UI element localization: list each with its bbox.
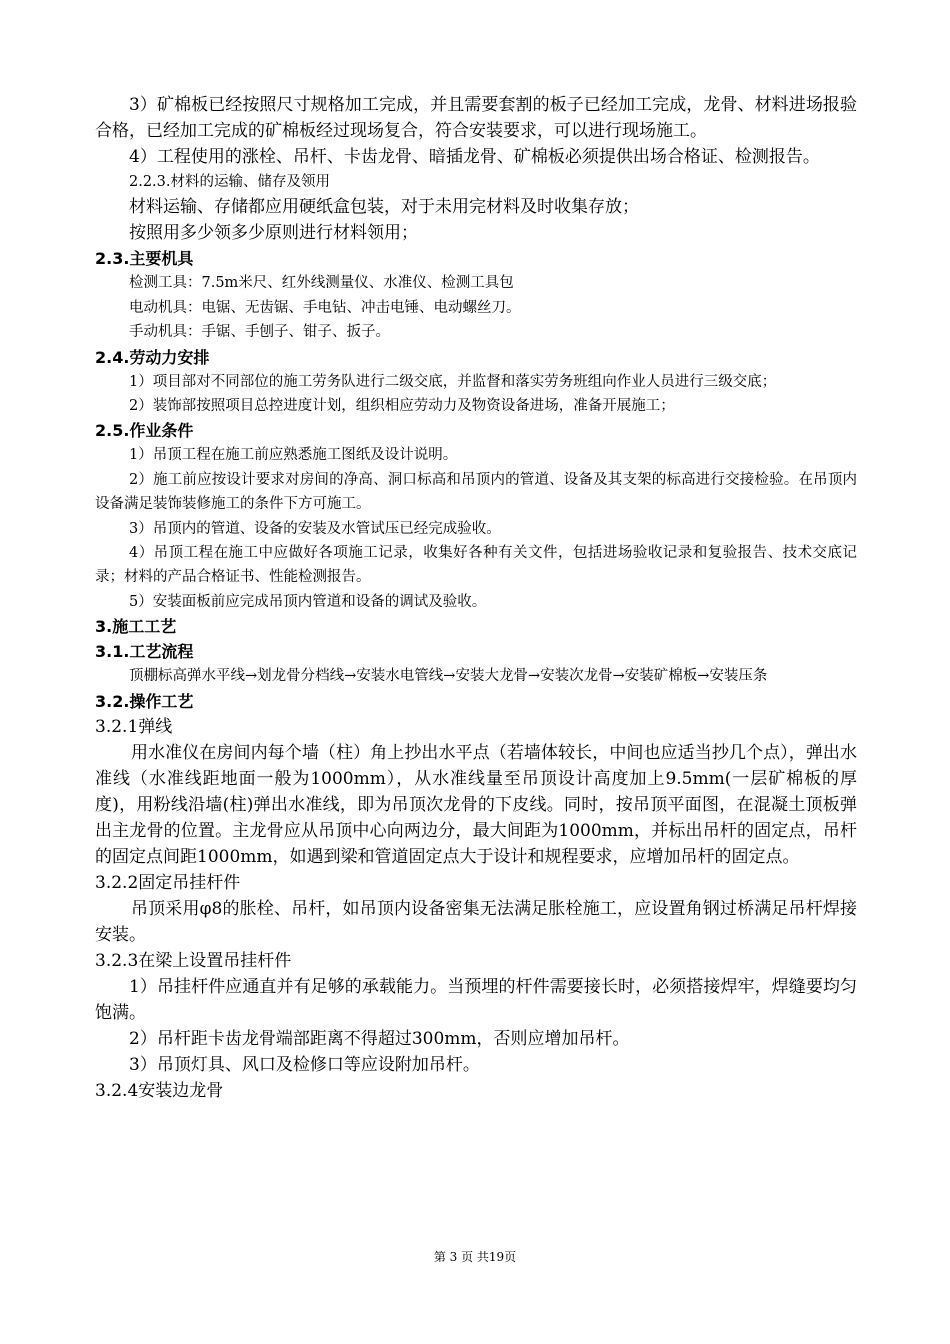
paragraph: 1）吊挂杆件应通直并有足够的承载能力。当预埋的杆件需要接长时，必须搭接焊牢，焊缝要均匀饱满。 [95, 976, 857, 1023]
paragraph: 吊顶采用φ8的胀栓、吊杆，如吊顶内设备密集无法满足胀栓施工，应设置角钢过桥满足吊杆焊接安装。 [95, 898, 857, 945]
paragraph: 2）装饰部按照项目总控进度计划，组织相应劳动力及物资设备进场，准备开展施工； [129, 398, 675, 415]
paragraph: 4）吊顶工程在施工中应做好各项施工记录，收集好各种有关文件，包括进场验收记录和复验报告、技术交底记录；材料的产品合格证书、性能检测报告。 [95, 545, 857, 586]
paragraph: 2）施工前应按设计要求对房间的净高、洞口标高和吊顶内的管道、设备及其支架的标高进行交接检验。在吊顶内设备满足装饰装修施工的条件下方可施工。 [95, 471, 857, 513]
paragraph: 3）矿棉板已经按照尺寸规格加工完成，并且需要套割的板子已经加工完成，龙骨、材料进场报验合格，已经加工完成的矿棉板经过现场复合，符合安装要求，可以进行现场施工。 [95, 95, 857, 141]
paragraph: 电动机具：电锯、无齿锯、手电钻、冲击电锤、电动螺丝刀。 [129, 299, 521, 316]
section-heading: 2.4.劳动力安排 [95, 347, 210, 367]
paragraph: 用水准仪在房间内每个墙（柱）角上抄出水平点（若墙体较长，中间也应适当抄几个点），弹出水准线（水准线距地面一般为1000mm），从水准线量至吊顶设计高度加上9.5mm(一层矿棉板的厚度)，用粉线沿墙(柱)弹出水准线，即为吊顶次龙骨的下皮线。同时，按吊顶平面图，在混凝土顶板弹出主龙骨的位置。主龙骨应从吊顶中心向两边分，最大间距为1000mm，并标出吊杆的固定点，吊杆的固定点间距1000mm，如遇到梁和管道固定点大于设计和规程要求，应增加吊杆的固定点。 [95, 742, 857, 867]
paragraph: 4）工程使用的涨栓、吊杆、卡齿龙骨、暗插龙骨、矿棉板必须提供出场合格证、检测报告。 [129, 147, 820, 167]
document-body [95, 92, 857, 1104]
paragraph: 材料运输、存储都应用硬纸盒包装，对于未用完材料及时收集存放； [129, 197, 639, 218]
paragraph: 手动机具：手锯、手刨子、钳子、扳子。 [129, 324, 390, 341]
paragraph: 按照用多少领多少原则进行材料领用； [129, 223, 418, 244]
page-footer: 第 3 页 共19页 [433, 1250, 517, 1264]
paragraph: 3.2.4安装边龙骨 [95, 1080, 224, 1101]
paragraph: 2）吊杆距卡齿龙骨端部距离不得超过300mm，否则应增加吊杆。 [129, 1028, 630, 1049]
paragraph: 检测工具：7.5m米尺、红外线测量仪、水准仪、检测工具包 [129, 275, 514, 292]
paragraph: 5）安装面板前应完成吊顶内管道和设备的调试及验收。 [129, 593, 487, 610]
section-heading: 3.1.工艺流程 [95, 642, 194, 662]
section-heading: 2.3.主要机具 [95, 249, 194, 269]
section-heading: 3.2.操作工艺 [95, 691, 194, 711]
section-heading: 3.施工工艺 [95, 617, 177, 637]
paragraph: 3）吊顶内的管道、设备的安装及水管试压已经完成验收。 [129, 520, 501, 537]
section-heading: 2.5.作业条件 [95, 421, 194, 441]
paragraph: 3.2.2固定吊挂杆件 [95, 872, 241, 893]
paragraph: 顶棚标高弹水平线→划龙骨分档线→安装水电管线→安装大龙骨→安装次龙骨→安装矿棉板→安装压条 [129, 668, 768, 685]
paragraph: 1）项目部对不同部位的施工劳务队进行二级交底，并监督和落实劳务班组向作业人员进行三级交底； [129, 373, 777, 390]
paragraph: 3）吊顶灯具、风口及检修口等应设附加吊杆。 [129, 1054, 480, 1075]
paragraph: 2.2.3.材料的运输、储存及领用 [129, 174, 331, 190]
paragraph: 3.2.3在梁上设置吊挂杆件 [95, 950, 292, 971]
paragraph: 1）吊顶工程在施工前应熟悉施工图纸及设计说明。 [129, 447, 458, 464]
paragraph: 3.2.1弹线 [95, 716, 173, 737]
